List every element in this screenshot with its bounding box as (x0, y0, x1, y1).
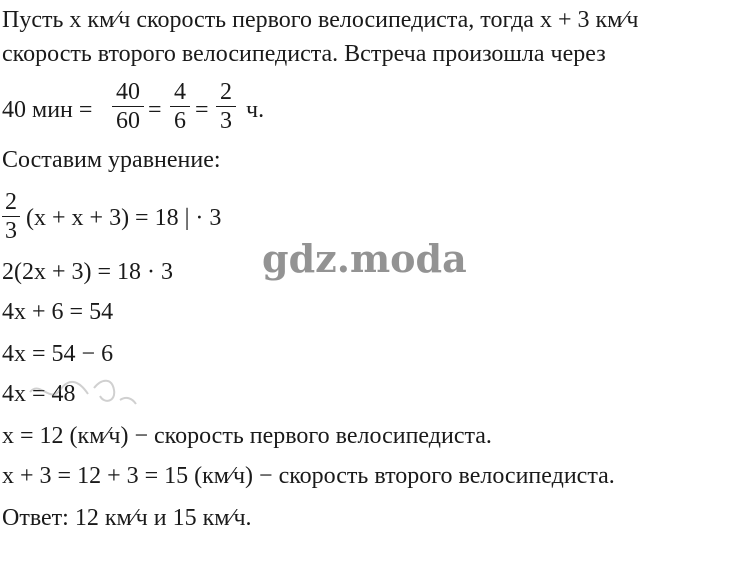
equation-line-2: 2(2x + 3) = 18 · 3 (2, 259, 174, 285)
time-conversion-prefix: 40 мин = (2, 97, 93, 123)
fraction-2-3 (216, 80, 236, 133)
result-first-cyclist: x = 12 (км⁄ч) − скорость первого велосипедиста. (2, 423, 492, 449)
intro-line-1: Пусть x км⁄ч скорость первого велосипедиста, тогда x + 3 км⁄ч (2, 7, 639, 33)
fraction-denominator: 60 (116, 108, 140, 134)
equation-line-1: (x + x + 3) = 18 | · 3 (26, 205, 222, 231)
fraction-40-60 (112, 80, 144, 133)
compose-equation-heading: Составим уравнение: (2, 147, 221, 173)
fraction-numerator: 40 (116, 79, 140, 105)
answer-line: Ответ: 12 км⁄ч и 15 км⁄ч. (2, 505, 252, 531)
fraction-numerator: 2 (5, 189, 17, 215)
hours-unit: ч. (246, 97, 265, 123)
fraction-numerator: 2 (220, 79, 232, 105)
fraction-bar (112, 106, 144, 107)
watermark-scribble-icon (28, 374, 138, 414)
equals-sign-2: = (195, 97, 209, 123)
fraction-denominator: 6 (174, 108, 186, 134)
fraction-bar (170, 106, 190, 107)
equation-line-3: 4x + 6 = 54 (2, 299, 114, 325)
result-second-cyclist: x + 3 = 12 + 3 = 15 (км⁄ч) − скорость второго велосипедиста. (2, 463, 615, 489)
fraction-denominator: 3 (5, 218, 17, 244)
equation-line-4: 4x = 54 − 6 (2, 341, 114, 367)
fraction-4-6 (170, 80, 190, 133)
equals-sign-1: = (148, 97, 162, 123)
equation-line-5: 4x = 48 (2, 381, 76, 407)
fraction-bar (216, 106, 236, 107)
fraction-denominator: 3 (220, 108, 232, 134)
fraction-bar (2, 216, 20, 217)
fraction-numerator: 4 (174, 79, 186, 105)
fraction-2-3-equation (2, 190, 20, 243)
watermark-logo: gdz.moda (262, 236, 467, 281)
intro-line-2: скорость второго велосипедиста. Встреча произошла через (2, 41, 606, 67)
